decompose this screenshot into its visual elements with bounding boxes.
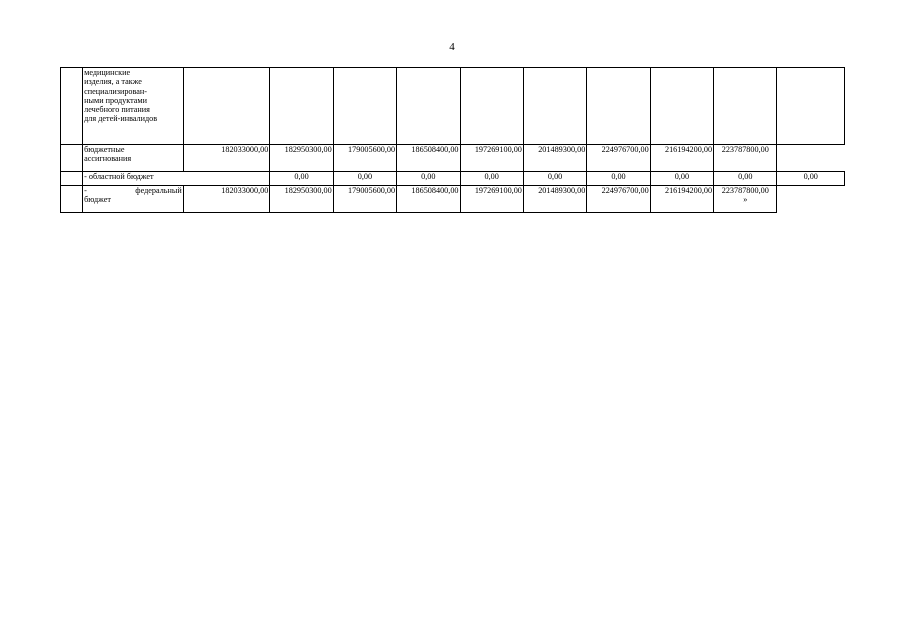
table-cell-value: 182950300,00 <box>270 186 333 213</box>
label-line <box>84 186 182 195</box>
label-line: бюджет <box>84 195 111 205</box>
table-cell-value: 201489300,00 <box>523 145 586 172</box>
table-cell-empty <box>183 68 270 145</box>
label-line: изделия, а также <box>84 77 142 87</box>
label-line: медицинские <box>84 68 131 77</box>
table-cell-value: 0,00 <box>333 172 396 186</box>
table-cell-value: 0,00 <box>587 172 650 186</box>
table-cell-empty <box>397 68 460 145</box>
table-cell-value: 0,00 <box>650 172 713 186</box>
table-cell-value: 216194200,00 <box>650 145 713 172</box>
table-cell-empty <box>714 68 777 145</box>
table-cell-empty <box>523 68 586 145</box>
table-cell-empty <box>460 68 523 145</box>
table-cell-value: 179005600,00 <box>333 186 396 213</box>
table-cell-value: 223787800,00 <box>714 145 777 172</box>
label-line: ными продуктами <box>84 95 147 105</box>
table-cell-value: 197269100,00 <box>460 186 523 213</box>
table-cell-empty <box>333 68 396 145</box>
table-cell-value: 0,00 <box>460 172 523 186</box>
table-cell-value: 197269100,00 <box>460 145 523 172</box>
table-cell-number <box>61 68 83 145</box>
table-cell-label <box>83 145 184 172</box>
table-row <box>61 172 845 186</box>
table-cell-value: 186508400,00 <box>397 186 460 213</box>
table-cell-value: 179005600,00 <box>333 145 396 172</box>
table-cell-value: 182950300,00 <box>270 145 333 172</box>
value-text: 223787800,00 <box>721 186 769 195</box>
table-cell-empty <box>650 68 713 145</box>
table-cell-empty <box>777 68 845 145</box>
table-cell-number <box>61 172 83 186</box>
table-cell-value: 201489300,00 <box>523 186 586 213</box>
table-cell-value: 224976700,00 <box>587 186 650 213</box>
table-cell-empty <box>587 68 650 145</box>
row-label: - областной бюджет <box>84 172 154 181</box>
table-cell-empty <box>270 68 333 145</box>
label-word: федеральный <box>135 186 182 195</box>
closing-quote-mark: » <box>743 195 748 205</box>
table-cell-value: 0,00 <box>523 172 586 186</box>
budget-table <box>60 67 845 213</box>
table-cell-value: 224976700,00 <box>587 145 650 172</box>
table-cell-value: 216194200,00 <box>650 186 713 213</box>
label-dash: - <box>84 186 87 195</box>
page-number: 4 <box>449 41 455 53</box>
table-cell-value: 186508400,00 <box>397 145 460 172</box>
table-cell-value: 0,00 <box>270 172 333 186</box>
table-cell-value: 182033000,00 <box>183 145 270 172</box>
table-cell-label <box>83 186 184 213</box>
label-line: бюджетные <box>84 145 125 154</box>
table-row <box>61 186 845 213</box>
label-line: лечебного питания <box>84 105 150 115</box>
label-line: ассигнования <box>84 154 132 164</box>
table-cell-value: 182033000,00 <box>183 186 270 213</box>
table-cell-number <box>61 145 83 172</box>
label-line: для детей-инвалидов <box>84 114 158 124</box>
label-line: специализирован- <box>84 86 148 96</box>
table-cell-label <box>83 172 270 186</box>
table-cell-value: 0,00 <box>397 172 460 186</box>
table-cell-value: 0,00 <box>777 172 845 186</box>
table-cell-number <box>61 186 83 213</box>
table-cell-value: 0,00 <box>714 172 777 186</box>
table-row <box>61 68 845 145</box>
table-row <box>61 145 845 172</box>
table-cell-value <box>714 186 777 213</box>
table-cell-label <box>83 68 184 145</box>
